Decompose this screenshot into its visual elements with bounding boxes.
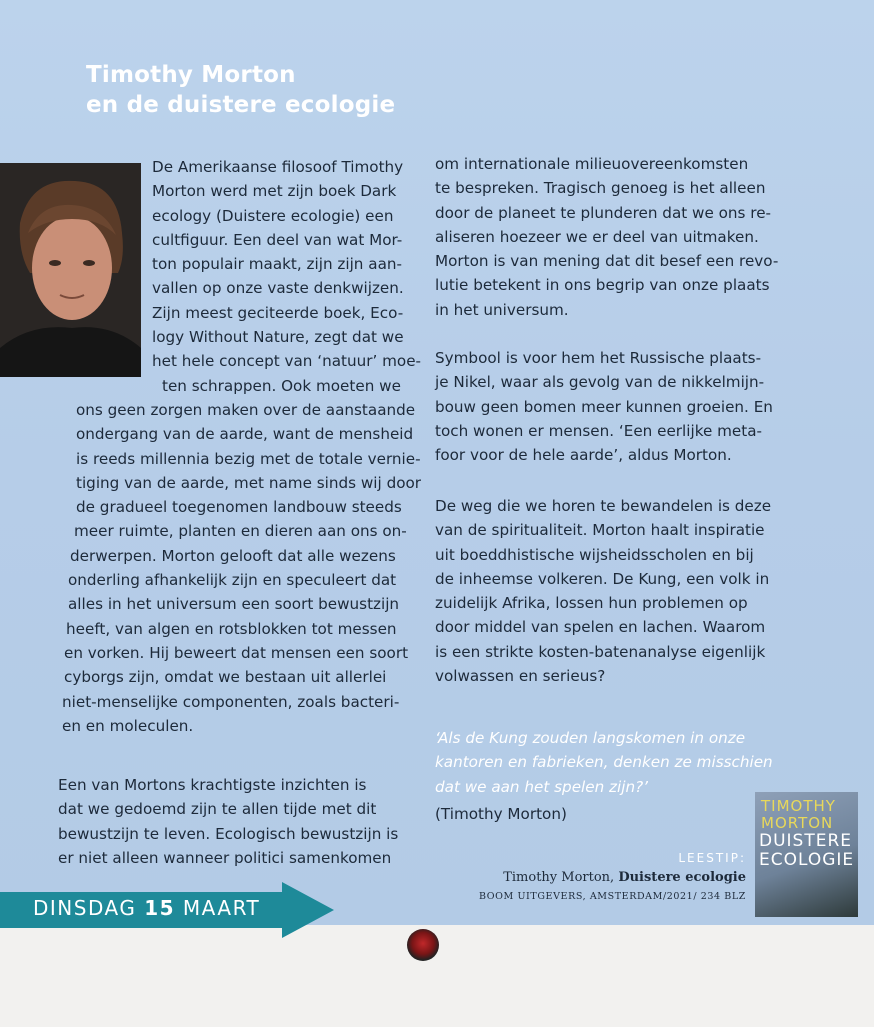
text-line: en vorken. Hij beweert dat mensen een soort (64, 643, 409, 662)
text-line: cyborgs zijn, omdat we bestaan uit allerlei (64, 668, 387, 687)
quote-author (435, 802, 567, 826)
reading-tip-publisher: BOOM UITGEVERS, AMSTERDAM/2021/ 234 BLZ (478, 891, 746, 902)
text-line: door middel van spelen en lachen. Waarom (435, 618, 766, 637)
text-line: bewustzijn te leven. Ecologisch bewustzijn is (58, 824, 399, 843)
text-line: ton populair maakt, zijn zijn aan- (152, 255, 402, 274)
reading-tip-author: Timothy Morton, (503, 870, 615, 885)
book-cover-author: TIMOTHY MORTON (761, 797, 836, 832)
text-line: en en moleculen. (62, 716, 194, 735)
quote-line: dat we aan het spelen zijn?’ (435, 777, 648, 796)
text-line: dat we gedoemd zijn te allen tijde met dit (58, 800, 377, 819)
text-line: heeft, van algen en rotsblokken tot messen (66, 619, 397, 638)
text-line: onderling afhankelijk zijn en speculeert dat (68, 571, 397, 590)
text-line: je Nikel, waar als gevolg van de nikkelmijn- (435, 373, 765, 392)
text-line: ondergang van de aarde, want de mensheid (76, 425, 414, 444)
quote-line: ‘Als de Kung zouden langskomen in onze (435, 729, 746, 747)
text-line: bouw geen bomen meer kunnen groeien. En (435, 397, 773, 416)
page-title (86, 60, 395, 120)
text-line: Morton werd met zijn boek Dark (152, 182, 397, 201)
book-cover-title: DUISTERE ECOLOGIE (759, 831, 855, 870)
text-line: aliseren hoezeer we er deel van uitmaken. (435, 227, 759, 246)
text-line: er niet alleen wanneer politici samenkomen (58, 848, 392, 867)
text-line: Symbool is voor hem het Russische plaats- (435, 349, 762, 367)
text-line: in het universum. (435, 300, 569, 319)
text-line: van de spiritualiteit. Morton haalt inspiratie (435, 521, 765, 540)
text-line: zuidelijk Afrika, lossen hun problemen op (435, 594, 748, 613)
quote-author-text: (Timothy Morton) (435, 805, 567, 823)
left-column-paragraph-1 (0, 155, 422, 738)
reading-tip-title: Duistere ecologie (618, 870, 746, 885)
text-line: niet-menselijke componenten, zoals bacteri- (62, 692, 400, 711)
reading-tip-book (503, 870, 746, 885)
text-line: cultfiguur. Een deel van wat Mor- (152, 230, 403, 249)
text-line: De weg die we horen te bewandelen is deze (435, 497, 772, 515)
text-line: ten schrappen. Ook moeten we (162, 376, 401, 395)
text-line: toch wonen er mensen. ‘Een eerlijke meta- (435, 421, 763, 440)
date-month: MAART (182, 896, 261, 920)
text-line: foor voor de hele aarde’, aldus Morton. (435, 446, 732, 465)
text-line: meer ruimte, planten en dieren aan ons on- (74, 522, 407, 541)
pull-quote (435, 726, 795, 799)
text-line: Morton is van mening dat dit besef een revo- (435, 252, 779, 271)
left-column-paragraph-2 (58, 773, 418, 870)
text-line: ecology (Duistere ecologie) een (152, 206, 394, 225)
text-line: is reeds millennia bezig met de totale vernie- (76, 449, 421, 468)
date-weekday: DINSDAG (33, 896, 137, 920)
date-label (33, 896, 260, 920)
book-cover (755, 792, 858, 917)
text-line: tiging van de aarde, met name sinds wij door (76, 473, 422, 492)
text-line: lutie betekent in ons begrip van onze plaats (435, 276, 770, 295)
text-line: de gradueel toegenomen landbouw steeds (76, 498, 402, 517)
text-line: volwassen en serieus? (435, 667, 606, 686)
text-line: het hele concept van ‘natuur’ moe- (152, 352, 422, 371)
text-line: uit boeddhistische wijsheidsscholen en bij (435, 545, 754, 564)
text-line: om internationale milieuovereenkomsten (435, 155, 749, 173)
text-line: de inheemse volkeren. De Kung, een volk in (435, 569, 770, 588)
title-line-2: en de duistere ecologie (86, 92, 396, 118)
quote-line: kantoren en fabrieken, denken ze misschien (435, 753, 773, 772)
right-column-paragraph-2 (435, 346, 795, 467)
title-line-1: Timothy Morton (86, 62, 296, 88)
right-column-paragraph-1 (435, 152, 795, 322)
text-line: door de planeet te plunderen dat we ons re- (435, 203, 772, 222)
date-day: 15 (144, 896, 176, 920)
calendar-binding-hole (407, 929, 439, 961)
text-line: ons geen zorgen maken over de aanstaande (76, 400, 416, 419)
text-line: De Amerikaanse filosoof Timothy (152, 158, 404, 176)
text-line: is een strikte kosten-batenanalyse eigenlijk (435, 642, 766, 661)
text-line: vallen op onze vaste denkwijzen. (152, 279, 404, 298)
text-line: derwerpen. Morton gelooft dat alle wezens (70, 546, 396, 565)
text-line: Zijn meest geciteerde boek, Eco- (152, 303, 404, 322)
reading-tip-label: LEESTIP: (678, 851, 746, 865)
text-line: Een van Mortons krachtigste inzichten is (58, 776, 367, 794)
text-line: alles in het universum een soort bewustzijn (68, 595, 400, 614)
right-column-paragraph-3 (435, 494, 795, 688)
text-line: logy Without Nature, zegt dat we (152, 328, 404, 347)
text-line: te bespreken. Tragisch genoeg is het alleen (435, 179, 766, 198)
